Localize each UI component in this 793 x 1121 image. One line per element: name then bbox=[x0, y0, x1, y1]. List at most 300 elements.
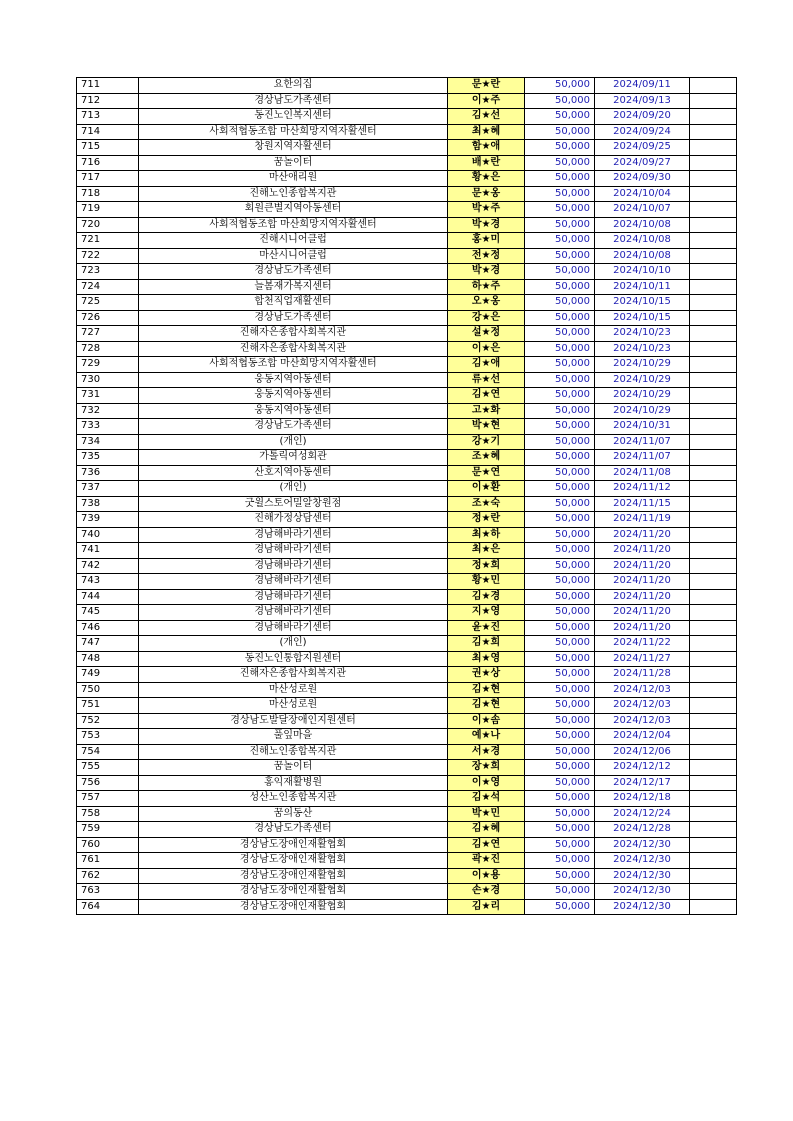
date-cell: 2024/12/03 bbox=[595, 698, 690, 714]
date-cell: 2024/11/07 bbox=[595, 434, 690, 450]
row-number: 760 bbox=[77, 837, 139, 853]
date-cell: 2024/12/04 bbox=[595, 729, 690, 745]
row-number: 727 bbox=[77, 326, 139, 342]
note-cell bbox=[690, 264, 737, 280]
row-number: 720 bbox=[77, 217, 139, 233]
note-cell bbox=[690, 589, 737, 605]
row-number: 751 bbox=[77, 698, 139, 714]
row-number: 729 bbox=[77, 357, 139, 373]
table-row bbox=[77, 310, 737, 326]
note-cell bbox=[690, 341, 737, 357]
row-number: 748 bbox=[77, 651, 139, 667]
date-cell: 2024/09/13 bbox=[595, 93, 690, 109]
recipient-name-cell: 조★숙 bbox=[448, 496, 525, 512]
organization-cell: 진해자은종합사회복지관 bbox=[139, 667, 448, 683]
organization-cell: 경상남도가족센터 bbox=[139, 93, 448, 109]
note-cell bbox=[690, 682, 737, 698]
row-number: 711 bbox=[77, 78, 139, 94]
row-number: 761 bbox=[77, 853, 139, 869]
row-number: 722 bbox=[77, 248, 139, 264]
organization-cell: 창원지역자활센터 bbox=[139, 140, 448, 156]
table-row bbox=[77, 729, 737, 745]
recipient-name-cell: 문★란 bbox=[448, 78, 525, 94]
table-row bbox=[77, 465, 737, 481]
organization-cell: 가톨릭여성회관 bbox=[139, 450, 448, 466]
amount-cell: 50,000 bbox=[525, 605, 595, 621]
date-cell: 2024/12/03 bbox=[595, 713, 690, 729]
recipient-name-cell: 김★선 bbox=[448, 109, 525, 125]
organization-cell: 경남해바라기센터 bbox=[139, 589, 448, 605]
amount-cell: 50,000 bbox=[525, 496, 595, 512]
amount-cell: 50,000 bbox=[525, 124, 595, 140]
date-cell: 2024/12/24 bbox=[595, 806, 690, 822]
amount-cell: 50,000 bbox=[525, 868, 595, 884]
amount-cell: 50,000 bbox=[525, 372, 595, 388]
row-number: 737 bbox=[77, 481, 139, 497]
organization-cell: 진해시니어클럽 bbox=[139, 233, 448, 249]
note-cell bbox=[690, 326, 737, 342]
table-row bbox=[77, 171, 737, 187]
amount-cell: 50,000 bbox=[525, 837, 595, 853]
date-cell: 2024/10/07 bbox=[595, 202, 690, 218]
note-cell bbox=[690, 186, 737, 202]
organization-cell: 경상남도장애인재활협회 bbox=[139, 868, 448, 884]
note-cell bbox=[690, 357, 737, 373]
row-number: 739 bbox=[77, 512, 139, 528]
amount-cell: 50,000 bbox=[525, 744, 595, 760]
organization-cell: 웅동지역아동센터 bbox=[139, 372, 448, 388]
table-row bbox=[77, 651, 737, 667]
note-cell bbox=[690, 496, 737, 512]
table-row bbox=[77, 822, 737, 838]
table-row bbox=[77, 496, 737, 512]
amount-cell: 50,000 bbox=[525, 636, 595, 652]
organization-cell: 진해자은종합사회복지관 bbox=[139, 326, 448, 342]
organization-cell: 경남해바라기센터 bbox=[139, 574, 448, 590]
note-cell bbox=[690, 372, 737, 388]
date-cell: 2024/12/28 bbox=[595, 822, 690, 838]
organization-cell: 경상남도장애인재활협회 bbox=[139, 837, 448, 853]
table-row bbox=[77, 713, 737, 729]
table-row bbox=[77, 512, 737, 528]
amount-cell: 50,000 bbox=[525, 310, 595, 326]
recipient-name-cell: 박★민 bbox=[448, 806, 525, 822]
organization-cell: 경남해바라기센터 bbox=[139, 527, 448, 543]
amount-cell: 50,000 bbox=[525, 233, 595, 249]
row-number: 735 bbox=[77, 450, 139, 466]
date-cell: 2024/10/29 bbox=[595, 388, 690, 404]
amount-cell: 50,000 bbox=[525, 93, 595, 109]
table-row bbox=[77, 341, 737, 357]
recipient-name-cell: 김★리 bbox=[448, 899, 525, 915]
table-row bbox=[77, 853, 737, 869]
date-cell: 2024/10/08 bbox=[595, 248, 690, 264]
date-cell: 2024/12/17 bbox=[595, 775, 690, 791]
date-cell: 2024/11/22 bbox=[595, 636, 690, 652]
organization-cell: 요한의집 bbox=[139, 78, 448, 94]
note-cell bbox=[690, 512, 737, 528]
note-cell bbox=[690, 78, 737, 94]
note-cell bbox=[690, 853, 737, 869]
amount-cell: 50,000 bbox=[525, 186, 595, 202]
row-number: 757 bbox=[77, 791, 139, 807]
amount-cell: 50,000 bbox=[525, 171, 595, 187]
organization-cell: 진해가정상담센터 bbox=[139, 512, 448, 528]
recipient-name-cell: 박★경 bbox=[448, 217, 525, 233]
row-number: 758 bbox=[77, 806, 139, 822]
organization-cell: (개인) bbox=[139, 481, 448, 497]
organization-cell: 동진노인통합지원센터 bbox=[139, 651, 448, 667]
date-cell: 2024/10/29 bbox=[595, 403, 690, 419]
recipient-name-cell: 이★환 bbox=[448, 481, 525, 497]
recipient-name-cell: 정★란 bbox=[448, 512, 525, 528]
row-number: 753 bbox=[77, 729, 139, 745]
amount-cell: 50,000 bbox=[525, 713, 595, 729]
date-cell: 2024/10/29 bbox=[595, 357, 690, 373]
amount-cell: 50,000 bbox=[525, 326, 595, 342]
date-cell: 2024/11/07 bbox=[595, 450, 690, 466]
recipient-name-cell: 최★영 bbox=[448, 651, 525, 667]
amount-cell: 50,000 bbox=[525, 806, 595, 822]
organization-cell: 경남해바라기센터 bbox=[139, 543, 448, 559]
table-row bbox=[77, 186, 737, 202]
recipient-name-cell: 장★희 bbox=[448, 760, 525, 776]
date-cell: 2024/11/20 bbox=[595, 620, 690, 636]
organization-cell: 산호지역아동센터 bbox=[139, 465, 448, 481]
amount-cell: 50,000 bbox=[525, 884, 595, 900]
table-row bbox=[77, 93, 737, 109]
row-number: 728 bbox=[77, 341, 139, 357]
row-number: 732 bbox=[77, 403, 139, 419]
row-number: 734 bbox=[77, 434, 139, 450]
note-cell bbox=[690, 651, 737, 667]
note-cell bbox=[690, 310, 737, 326]
recipient-name-cell: 최★혜 bbox=[448, 124, 525, 140]
table-row bbox=[77, 419, 737, 435]
amount-cell: 50,000 bbox=[525, 450, 595, 466]
amount-cell: 50,000 bbox=[525, 729, 595, 745]
table-row bbox=[77, 837, 737, 853]
row-number: 716 bbox=[77, 155, 139, 171]
date-cell: 2024/09/30 bbox=[595, 171, 690, 187]
amount-cell: 50,000 bbox=[525, 248, 595, 264]
organization-cell: 마산애리원 bbox=[139, 171, 448, 187]
row-number: 714 bbox=[77, 124, 139, 140]
date-cell: 2024/11/28 bbox=[595, 667, 690, 683]
table-row bbox=[77, 527, 737, 543]
table-row bbox=[77, 202, 737, 218]
amount-cell: 50,000 bbox=[525, 651, 595, 667]
recipient-name-cell: 김★애 bbox=[448, 357, 525, 373]
date-cell: 2024/09/27 bbox=[595, 155, 690, 171]
note-cell bbox=[690, 481, 737, 497]
date-cell: 2024/12/30 bbox=[595, 884, 690, 900]
date-cell: 2024/10/08 bbox=[595, 233, 690, 249]
organization-cell: (개인) bbox=[139, 636, 448, 652]
row-number: 756 bbox=[77, 775, 139, 791]
note-cell bbox=[690, 574, 737, 590]
note-cell bbox=[690, 791, 737, 807]
table-row bbox=[77, 388, 737, 404]
date-cell: 2024/11/15 bbox=[595, 496, 690, 512]
recipient-name-cell: 이★용 bbox=[448, 868, 525, 884]
table-row bbox=[77, 372, 737, 388]
note-cell bbox=[690, 248, 737, 264]
date-cell: 2024/10/11 bbox=[595, 279, 690, 295]
row-number: 755 bbox=[77, 760, 139, 776]
note-cell bbox=[690, 295, 737, 311]
date-cell: 2024/11/08 bbox=[595, 465, 690, 481]
date-cell: 2024/12/30 bbox=[595, 899, 690, 915]
note-cell bbox=[690, 884, 737, 900]
organization-cell: 꿈놀이터 bbox=[139, 155, 448, 171]
recipient-name-cell: 강★기 bbox=[448, 434, 525, 450]
recipient-name-cell: 조★혜 bbox=[448, 450, 525, 466]
organization-cell: 경남해바라기센터 bbox=[139, 605, 448, 621]
organization-cell: 마산시니어클럽 bbox=[139, 248, 448, 264]
organization-cell: 사회적협동조합 마산희망지역자활센터 bbox=[139, 124, 448, 140]
row-number: 713 bbox=[77, 109, 139, 125]
row-number: 715 bbox=[77, 140, 139, 156]
table-row bbox=[77, 574, 737, 590]
date-cell: 2024/11/19 bbox=[595, 512, 690, 528]
recipient-name-cell: 강★은 bbox=[448, 310, 525, 326]
note-cell bbox=[690, 465, 737, 481]
amount-cell: 50,000 bbox=[525, 481, 595, 497]
note-cell bbox=[690, 388, 737, 404]
organization-cell: (개인) bbox=[139, 434, 448, 450]
recipient-name-cell: 황★은 bbox=[448, 171, 525, 187]
organization-cell: 진해노인종합복지관 bbox=[139, 744, 448, 760]
organization-cell: 마산성로원 bbox=[139, 682, 448, 698]
note-cell bbox=[690, 171, 737, 187]
note-cell bbox=[690, 744, 737, 760]
row-number: 744 bbox=[77, 589, 139, 605]
row-number: 733 bbox=[77, 419, 139, 435]
organization-cell: 진해자은종합사회복지관 bbox=[139, 341, 448, 357]
row-number: 750 bbox=[77, 682, 139, 698]
date-cell: 2024/10/23 bbox=[595, 341, 690, 357]
recipient-name-cell: 이★주 bbox=[448, 93, 525, 109]
recipient-name-cell: 오★옹 bbox=[448, 295, 525, 311]
row-number: 738 bbox=[77, 496, 139, 512]
row-number: 718 bbox=[77, 186, 139, 202]
amount-cell: 50,000 bbox=[525, 434, 595, 450]
organization-cell: 늘봄재가복지센터 bbox=[139, 279, 448, 295]
table-row bbox=[77, 109, 737, 125]
note-cell bbox=[690, 279, 737, 295]
note-cell bbox=[690, 636, 737, 652]
recipient-name-cell: 박★현 bbox=[448, 419, 525, 435]
note-cell bbox=[690, 868, 737, 884]
row-number: 752 bbox=[77, 713, 139, 729]
recipient-name-cell: 김★희 bbox=[448, 636, 525, 652]
amount-cell: 50,000 bbox=[525, 217, 595, 233]
amount-cell: 50,000 bbox=[525, 357, 595, 373]
date-cell: 2024/11/20 bbox=[595, 558, 690, 574]
organization-cell: 웅동지역아동센터 bbox=[139, 388, 448, 404]
note-cell bbox=[690, 806, 737, 822]
recipient-name-cell: 예★나 bbox=[448, 729, 525, 745]
note-cell bbox=[690, 93, 737, 109]
organization-cell: 마산성로원 bbox=[139, 698, 448, 714]
organization-cell: 경상남도발달장애인지원센터 bbox=[139, 713, 448, 729]
table-row bbox=[77, 744, 737, 760]
row-number: 731 bbox=[77, 388, 139, 404]
note-cell bbox=[690, 124, 737, 140]
note-cell bbox=[690, 899, 737, 915]
table-row bbox=[77, 682, 737, 698]
amount-cell: 50,000 bbox=[525, 899, 595, 915]
organization-cell: 꿈의동산 bbox=[139, 806, 448, 822]
table-row bbox=[77, 140, 737, 156]
note-cell bbox=[690, 434, 737, 450]
organization-cell: 경상남도장애인재활협회 bbox=[139, 853, 448, 869]
amount-cell: 50,000 bbox=[525, 264, 595, 280]
amount-cell: 50,000 bbox=[525, 620, 595, 636]
amount-cell: 50,000 bbox=[525, 403, 595, 419]
amount-cell: 50,000 bbox=[525, 574, 595, 590]
table-row bbox=[77, 233, 737, 249]
recipient-name-cell: 박★주 bbox=[448, 202, 525, 218]
date-cell: 2024/12/18 bbox=[595, 791, 690, 807]
table-row bbox=[77, 760, 737, 776]
amount-cell: 50,000 bbox=[525, 682, 595, 698]
note-cell bbox=[690, 729, 737, 745]
date-cell: 2024/12/30 bbox=[595, 837, 690, 853]
date-cell: 2024/11/20 bbox=[595, 574, 690, 590]
date-cell: 2024/10/08 bbox=[595, 217, 690, 233]
amount-cell: 50,000 bbox=[525, 419, 595, 435]
table-row bbox=[77, 605, 737, 621]
amount-cell: 50,000 bbox=[525, 791, 595, 807]
table-row bbox=[77, 884, 737, 900]
table-row bbox=[77, 667, 737, 683]
recipient-name-cell: 김★현 bbox=[448, 682, 525, 698]
table-row bbox=[77, 248, 737, 264]
row-number: 746 bbox=[77, 620, 139, 636]
note-cell bbox=[690, 558, 737, 574]
organization-cell: 경상남도가족센터 bbox=[139, 264, 448, 280]
organization-cell: 꿈놀이터 bbox=[139, 760, 448, 776]
recipient-name-cell: 전★정 bbox=[448, 248, 525, 264]
date-cell: 2024/12/03 bbox=[595, 682, 690, 698]
date-cell: 2024/11/20 bbox=[595, 543, 690, 559]
table-row bbox=[77, 78, 737, 94]
organization-cell: 경남해바라기센터 bbox=[139, 558, 448, 574]
row-number: 759 bbox=[77, 822, 139, 838]
recipient-name-cell: 고★화 bbox=[448, 403, 525, 419]
recipient-name-cell: 김★현 bbox=[448, 698, 525, 714]
donation-table bbox=[76, 77, 737, 915]
recipient-name-cell: 김★연 bbox=[448, 837, 525, 853]
recipient-name-cell: 김★혜 bbox=[448, 822, 525, 838]
organization-cell: 합천직업재활센터 bbox=[139, 295, 448, 311]
date-cell: 2024/09/20 bbox=[595, 109, 690, 125]
recipient-name-cell: 홍★미 bbox=[448, 233, 525, 249]
table-row bbox=[77, 124, 737, 140]
recipient-name-cell: 함★애 bbox=[448, 140, 525, 156]
recipient-name-cell: 김★석 bbox=[448, 791, 525, 807]
date-cell: 2024/11/27 bbox=[595, 651, 690, 667]
table-row bbox=[77, 434, 737, 450]
recipient-name-cell: 지★영 bbox=[448, 605, 525, 621]
table-row bbox=[77, 589, 737, 605]
note-cell bbox=[690, 140, 737, 156]
recipient-name-cell: 손★경 bbox=[448, 884, 525, 900]
organization-cell: 경상남도가족센터 bbox=[139, 822, 448, 838]
table-row bbox=[77, 791, 737, 807]
recipient-name-cell: 김★연 bbox=[448, 388, 525, 404]
row-number: 740 bbox=[77, 527, 139, 543]
note-cell bbox=[690, 155, 737, 171]
amount-cell: 50,000 bbox=[525, 295, 595, 311]
note-cell bbox=[690, 527, 737, 543]
note-cell bbox=[690, 837, 737, 853]
row-number: 762 bbox=[77, 868, 139, 884]
row-number: 749 bbox=[77, 667, 139, 683]
amount-cell: 50,000 bbox=[525, 465, 595, 481]
organization-cell: 회원큰별지역아동센터 bbox=[139, 202, 448, 218]
amount-cell: 50,000 bbox=[525, 388, 595, 404]
amount-cell: 50,000 bbox=[525, 202, 595, 218]
organization-cell: 경상남도장애인재활협회 bbox=[139, 899, 448, 915]
table-row bbox=[77, 357, 737, 373]
recipient-name-cell: 류★선 bbox=[448, 372, 525, 388]
table-row bbox=[77, 155, 737, 171]
recipient-name-cell: 서★경 bbox=[448, 744, 525, 760]
note-cell bbox=[690, 713, 737, 729]
note-cell bbox=[690, 775, 737, 791]
amount-cell: 50,000 bbox=[525, 78, 595, 94]
recipient-name-cell: 이★은 bbox=[448, 341, 525, 357]
table-row bbox=[77, 899, 737, 915]
amount-cell: 50,000 bbox=[525, 589, 595, 605]
organization-cell: 경상남도가족센터 bbox=[139, 419, 448, 435]
organization-cell: 풀잎마을 bbox=[139, 729, 448, 745]
date-cell: 2024/11/20 bbox=[595, 605, 690, 621]
date-cell: 2024/10/15 bbox=[595, 310, 690, 326]
row-number: 736 bbox=[77, 465, 139, 481]
note-cell bbox=[690, 233, 737, 249]
recipient-name-cell: 정★희 bbox=[448, 558, 525, 574]
recipient-name-cell: 설★정 bbox=[448, 326, 525, 342]
date-cell: 2024/09/24 bbox=[595, 124, 690, 140]
amount-cell: 50,000 bbox=[525, 667, 595, 683]
row-number: 742 bbox=[77, 558, 139, 574]
date-cell: 2024/09/11 bbox=[595, 78, 690, 94]
recipient-name-cell: 박★경 bbox=[448, 264, 525, 280]
table-row bbox=[77, 450, 737, 466]
recipient-name-cell: 문★옹 bbox=[448, 186, 525, 202]
note-cell bbox=[690, 419, 737, 435]
note-cell bbox=[690, 698, 737, 714]
table-row bbox=[77, 217, 737, 233]
recipient-name-cell: 황★민 bbox=[448, 574, 525, 590]
date-cell: 2024/12/12 bbox=[595, 760, 690, 776]
recipient-name-cell: 권★상 bbox=[448, 667, 525, 683]
date-cell: 2024/10/29 bbox=[595, 372, 690, 388]
note-cell bbox=[690, 605, 737, 621]
note-cell bbox=[690, 822, 737, 838]
table-row bbox=[77, 806, 737, 822]
recipient-name-cell: 윤★진 bbox=[448, 620, 525, 636]
organization-cell: 웅동지역아동센터 bbox=[139, 403, 448, 419]
date-cell: 2024/10/23 bbox=[595, 326, 690, 342]
date-cell: 2024/12/30 bbox=[595, 853, 690, 869]
organization-cell: 경상남도장애인재활협회 bbox=[139, 884, 448, 900]
recipient-name-cell: 최★하 bbox=[448, 527, 525, 543]
